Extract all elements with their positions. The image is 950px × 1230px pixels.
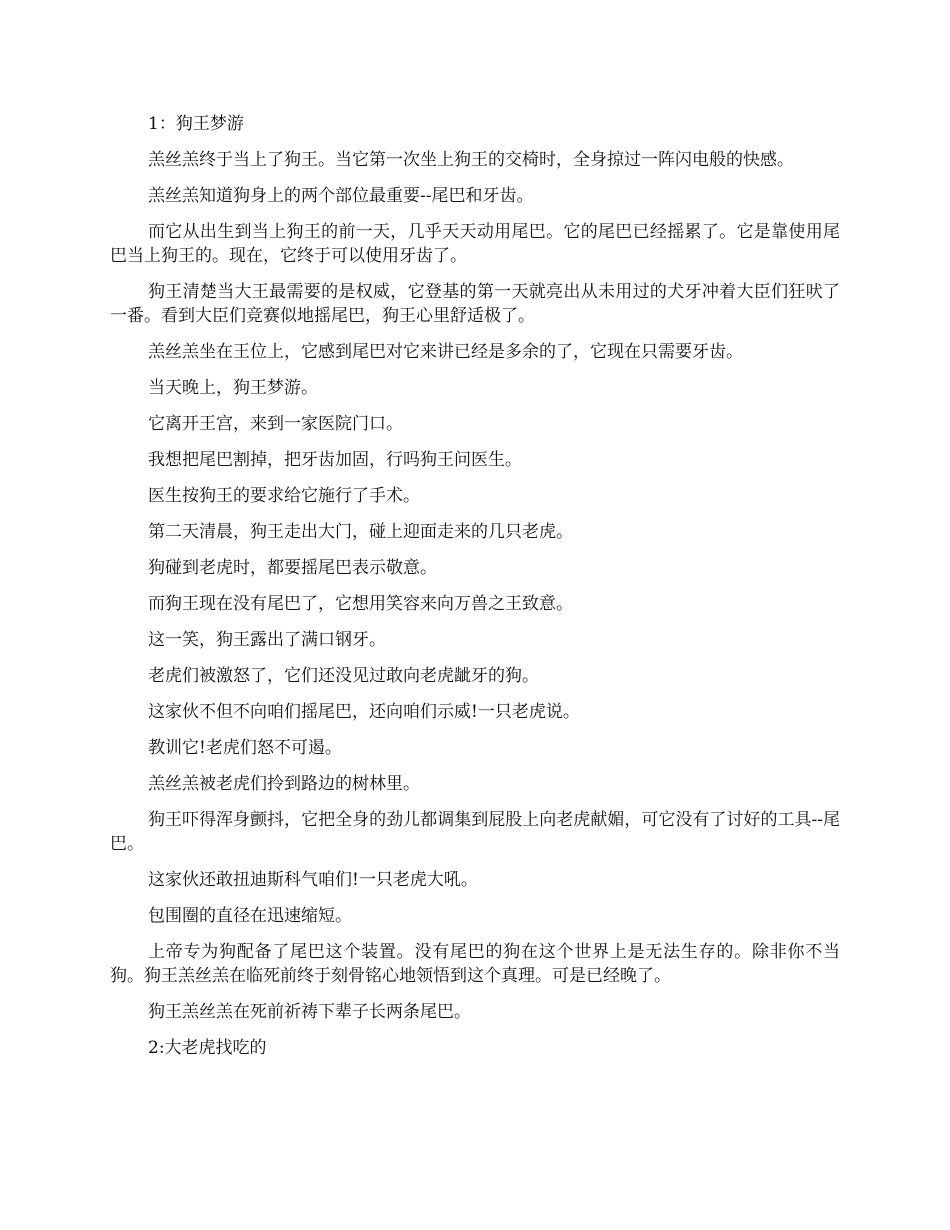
paragraph: 狗王羔丝羔在死前祈祷下辈子长两条尾巴。: [148, 1002, 471, 1022]
paragraph: 包围圈的直径在迅速缩短。: [148, 906, 352, 926]
paragraph: 当天晚上，狗王梦游。: [148, 378, 318, 398]
paragraph: 而狗王现在没有尾巴了，它想用笑容来向万兽之王致意。: [148, 594, 573, 614]
paragraph: 狗碰到老虎时，都要摇尾巴表示敬意。: [148, 558, 437, 578]
paragraph: 而它从出生到当上狗王的前一天，几乎天天动用尾巴。它的尾巴已经摇累了。它是靠使用尾巴当上狗王的。现在，它终于可以使用牙齿了。: [110, 222, 840, 266]
document-body: [110, 112, 840, 1072]
paragraph: 羔丝羔知道狗身上的两个部位最重要--尾巴和牙齿。: [148, 186, 534, 206]
paragraph: 第二天清晨，狗王走出大门，碰上迎面走来的几只老虎。: [148, 522, 573, 542]
paragraph: 羔丝羔终于当上了狗王。当它第一次坐上狗王的交椅时，全身掠过一阵闪电般的快感。: [148, 150, 794, 170]
section-heading: 1：狗王梦游: [148, 114, 244, 134]
paragraph: 它离开王宫，来到一家医院门口。: [148, 414, 403, 434]
paragraph: 羔丝羔坐在王位上，它感到尾巴对它来讲已经是多余的了，它现在只需要牙齿。: [148, 342, 743, 362]
paragraph: 我想把尾巴割掉，把牙齿加固，行吗狗王问医生。: [148, 450, 522, 470]
paragraph: 这家伙还敢扭迪斯科气咱们!一只老虎大吼。: [148, 870, 478, 890]
section-heading: 2:大老虎找吃的: [148, 1038, 267, 1058]
paragraph: 医生按狗王的要求给它施行了手术。: [148, 486, 420, 506]
paragraph: 这一笑，狗王露出了满口钢牙。: [148, 630, 386, 650]
paragraph: 狗王吓得浑身颤抖，它把全身的劲儿都调集到屁股上向老虎献媚，可它没有了讨好的工具--尾巴。: [110, 810, 840, 854]
paragraph: 这家伙不但不向咱们摇尾巴，还向咱们示威!一只老虎说。: [148, 702, 580, 722]
paragraph: 狗王清楚当大王最需要的是权威，它登基的第一天就亮出从未用过的犬牙冲着大臣们狂吠了一番。看到大臣们竞赛似地摇尾巴，狗王心里舒适极了。: [110, 282, 840, 326]
paragraph: 老虎们被激怒了，它们还没见过敢向老虎龇牙的狗。: [148, 666, 539, 686]
paragraph: 羔丝羔被老虎们拎到路边的树林里。: [148, 774, 420, 794]
paragraph: 教训它!老虎们怒不可遏。: [148, 738, 342, 758]
paragraph: 上帝专为狗配备了尾巴这个装置。没有尾巴的狗在这个世界上是无法生存的。除非你不当狗。狗王羔丝羔在临死前终于刻骨铭心地领悟到这个真理。可是已经晚了。: [110, 942, 840, 986]
